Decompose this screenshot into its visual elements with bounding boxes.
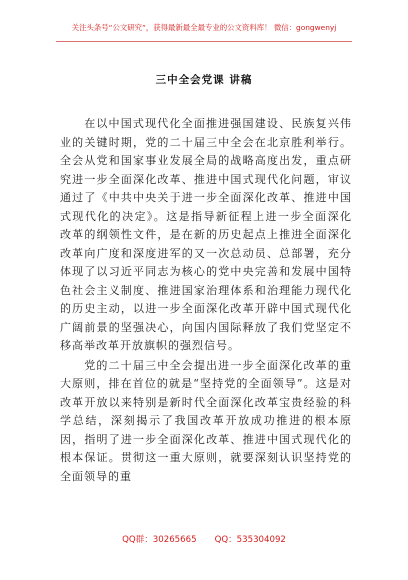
header-banner: 关注头条号“公文研究”，获得最新最全最专业的公文资料库！ 微信：gongwenyj bbox=[71, 23, 337, 32]
header-divider bbox=[56, 41, 352, 42]
footer-qq-group: QQ群：30265665 bbox=[122, 535, 197, 545]
footer-qq: QQ：535304092 bbox=[214, 535, 286, 545]
document-body bbox=[60, 115, 352, 486]
footer-contact bbox=[0, 533, 408, 545]
document-title: 三中全会党课 讲稿 bbox=[155, 74, 253, 86]
paragraph-2: 党的二十届三中全会提出进一步全面深化改革的重大原则，排在首位的就是“坚持党的全面领导”。这是对改革开放以来特别是新时代全面深化改革宝贵经验的科学总结，深刻揭示了我国改革开放成功推进的根本原因，指明了进一步全面深化改革、推进中国式现代化的根本保证。贯彻这一重大原则，就要深刻认识坚持党的全面领导的重 bbox=[60, 358, 352, 483]
paragraph-1: 在以中国式现代化全面推进强国建设、民族复兴伟业的关键时期，党的二十届三中全会在北京胜利举行。全会从党和国家事业发展全局的战略高度出发，重点研究进一步全面深化改革、推进中国式现代化问题，审议通过了《中共中央关于进一步全面深化改革、推进中国式现代化的决定》。这是指导新征程上进一步全面深化改革的纲领性文件，是在新的历史起点上推进全面深化改革向广度和深度进军的又一次总动员、总部署，充分体现了以习近平同志为核心的党中央完善和发展中国特色社会主义制度、推进国家治理体系和治理能力现代化的历史主动，以进一步全面深化改革开辟中国式现代化广阔前景的坚强决心，向国内国际释放了我们党坚定不移高举改革开放旗帜的强烈信号。 bbox=[60, 117, 352, 352]
